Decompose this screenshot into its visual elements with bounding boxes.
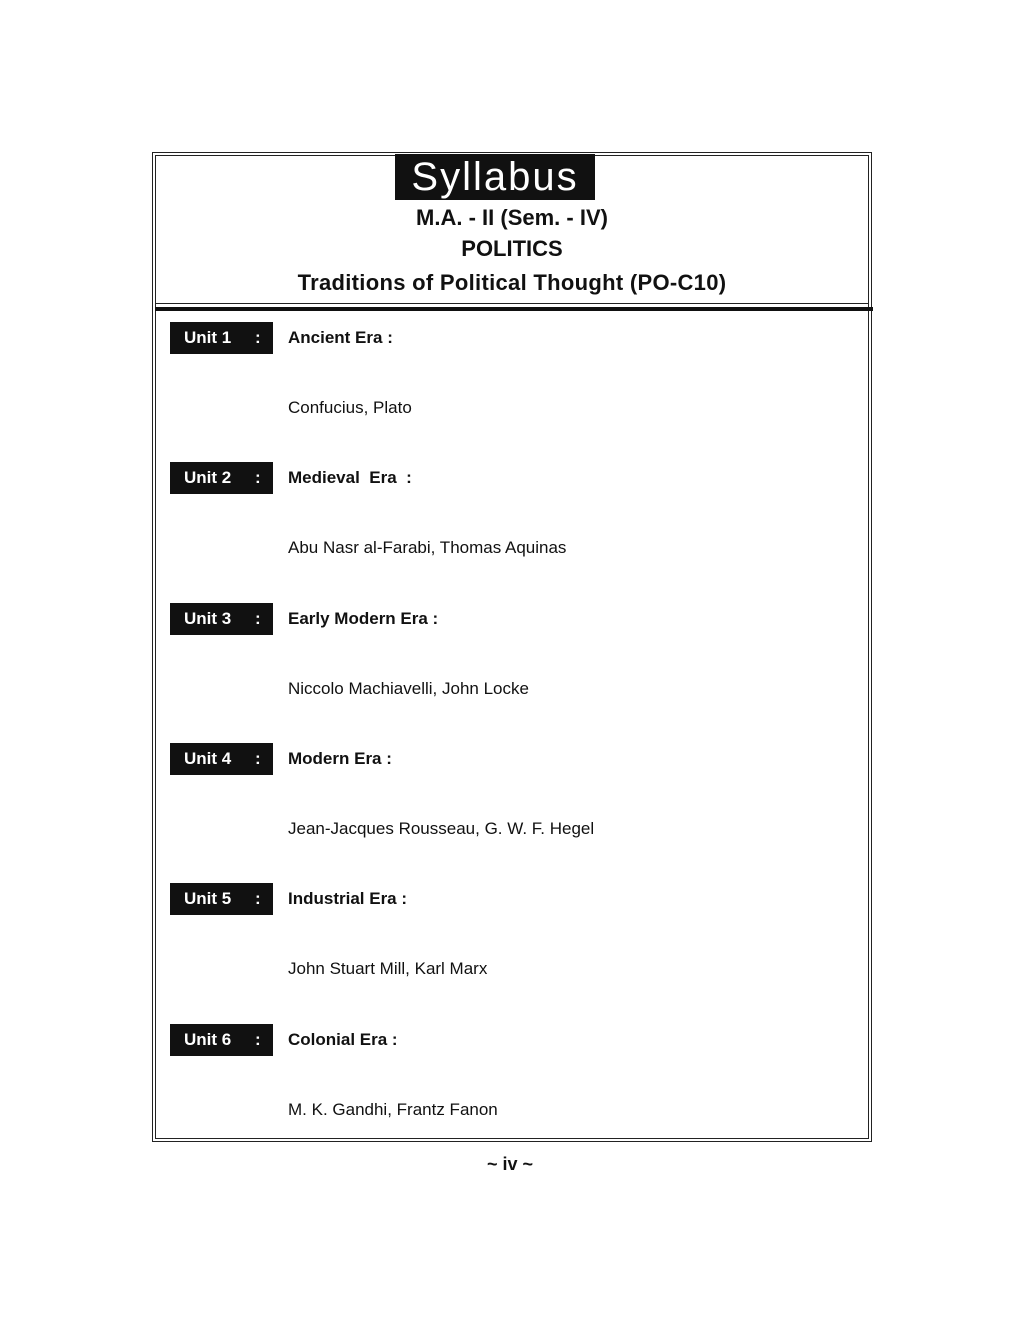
unit-colon: : [255, 889, 261, 908]
unit-label: Unit 4 [184, 749, 232, 768]
unit-content-6: M. K. Gandhi, Frantz Fanon [288, 1100, 498, 1119]
syllabus-title: Syllabus [395, 154, 595, 200]
unit-colon: : [255, 609, 261, 628]
unit-colon: : [255, 749, 261, 768]
unit-content-5: John Stuart Mill, Karl Marx [288, 959, 488, 978]
unit-colon: : [255, 468, 261, 487]
unit-label: Unit 3 [184, 609, 232, 628]
subject-subtitle: POLITICS [461, 236, 563, 261]
unit-content-1: Confucius, Plato [288, 398, 412, 417]
header-divider-thin [155, 303, 869, 304]
unit-badge-6 [170, 1024, 273, 1056]
unit-content-3: Niccolo Machiavelli, John Locke [288, 679, 529, 698]
unit-badge-1 [170, 322, 273, 354]
unit-label: Unit 1 [184, 328, 232, 347]
unit-badge-4 [170, 743, 273, 775]
program-subtitle: M.A. - II (Sem. - IV) [416, 205, 608, 230]
unit-heading-6: Colonial Era : [288, 1030, 398, 1049]
unit-label: Unit 5 [184, 889, 232, 908]
header-divider-thick [155, 307, 873, 311]
unit-badge-3 [170, 603, 273, 635]
course-title: Traditions of Political Thought (PO-C10) [297, 270, 727, 295]
unit-heading-3: Early Modern Era : [288, 609, 439, 628]
unit-label: Unit 6 [184, 1030, 232, 1049]
unit-badge-2 [170, 462, 273, 494]
unit-colon: : [255, 1030, 261, 1049]
unit-badge-5 [170, 883, 273, 915]
unit-label: Unit 2 [184, 468, 232, 487]
unit-heading-4: Modern Era : [288, 749, 392, 768]
unit-heading-1: Ancient Era : [288, 328, 393, 347]
unit-content-4: Jean-Jacques Rousseau, G. W. F. Hegel [288, 819, 595, 838]
unit-heading-5: Industrial Era : [288, 889, 408, 908]
unit-heading-2: Medieval Era : [288, 468, 412, 487]
unit-colon: : [255, 328, 261, 347]
page-number: ~ iv ~ [486, 1154, 534, 1174]
unit-content-2: Abu Nasr al-Farabi, Thomas Aquinas [288, 538, 567, 557]
